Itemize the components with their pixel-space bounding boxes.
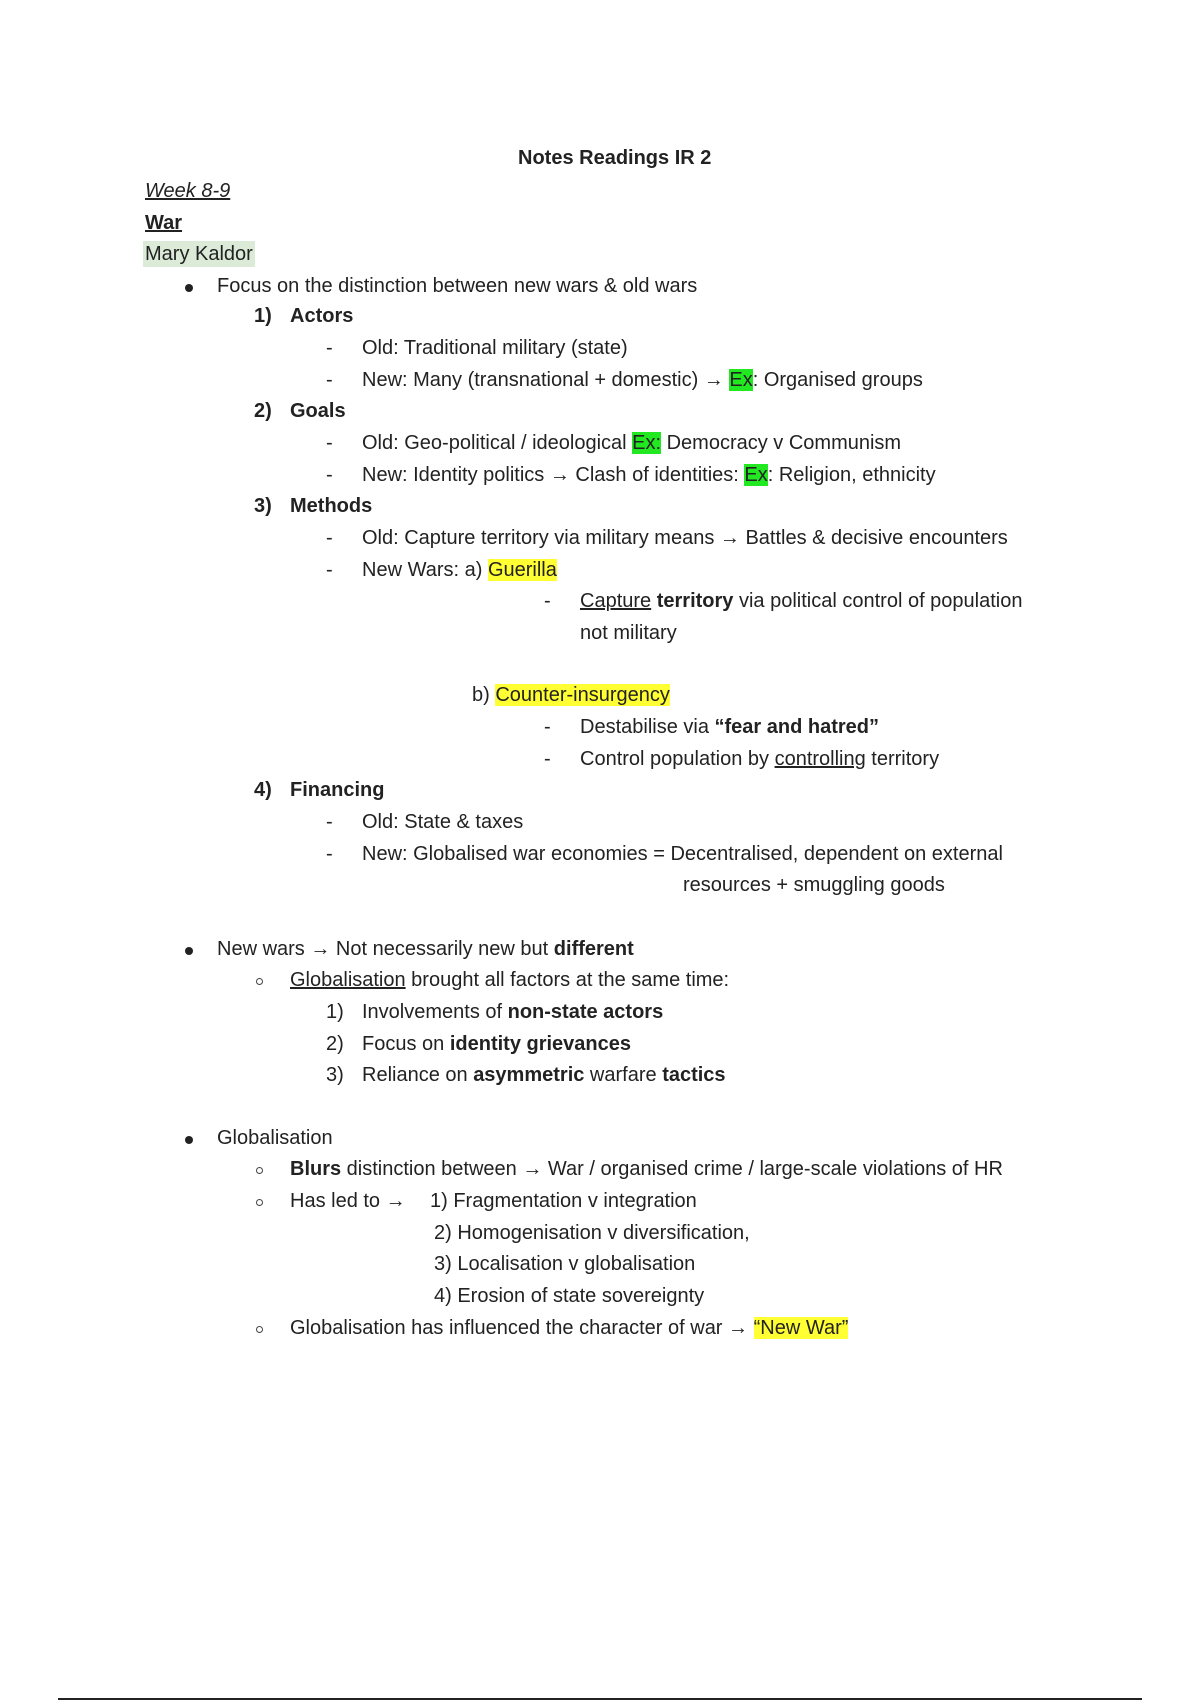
s2-bullet-text: New wars → Not necessarily new but different [217,938,634,960]
s2-item: Involvements of non-state actors [362,1001,664,1023]
bullet-icon [185,284,193,292]
s3-bullet-text: Globalisation [217,1127,333,1149]
counter-insurgency-line: b) Counter-insurgency [472,684,670,706]
actors-heading: Actors [290,305,354,327]
dash-icon: - [544,590,551,612]
dash-icon: - [326,464,333,486]
financing-new: New: Globalised war economies = Decentralised, dependent on external [362,843,1003,865]
methods-num: 3) [254,495,272,517]
author-name: Mary Kaldor [145,243,253,265]
dash-icon: - [544,716,551,738]
dash-icon: - [326,843,333,865]
actors-new: New: Many (transnational + domestic) → Ex: Organised groups [362,369,923,391]
bullet-icon [185,1136,193,1144]
dash-icon: - [326,337,333,359]
dash-icon: - [544,748,551,770]
actors-old: Old: Traditional military (state) [362,337,628,359]
s2-item: Focus on identity grievances [362,1033,632,1055]
goals-old: Old: Geo-political / ideological Ex: Democracy v Communism [362,432,902,454]
dash-icon: - [326,811,333,833]
s3-blurs-text: Blurs distinction between → War / organised crime / large-scale violations of HR [290,1158,1003,1180]
control-text: Control population by controlling territory [580,748,940,770]
counter-highlight: Counter-insurgency [495,684,670,706]
ex-highlight: Ex [729,369,753,391]
methods-new: New Wars: a) Guerilla [362,559,557,581]
s2-item: Reliance on asymmetric warfare tactics [362,1064,726,1086]
ex-highlight: Ex: [632,432,662,454]
led-item: 3) Localisation v globalisation [434,1253,696,1275]
new-war-highlight: “New War” [753,1317,849,1339]
circle-bullet-icon [256,978,263,985]
s2-item-num: 3) [326,1064,344,1086]
capture-text: Capture territory via political control of population [580,590,1023,612]
goals-heading: Goals [290,400,346,422]
financing-num: 4) [254,779,272,801]
ex-highlight: Ex [744,464,768,486]
guerilla-highlight: Guerilla [487,559,557,581]
led-item: 4) Erosion of state sovereignty [434,1285,705,1307]
financing-old: Old: State & taxes [362,811,524,833]
goals-new: New: Identity politics → Clash of identities: Ex: Religion, ethnicity [362,464,936,486]
destabilise-text: Destabilise via “fear and hatred” [580,716,879,738]
page-title: Notes Readings IR 2 [518,147,712,169]
circle-bullet-icon [256,1199,263,1206]
s2-item-num: 2) [326,1033,344,1055]
s2-item-num: 1) [326,1001,344,1023]
s3-led-text: Has led to → [290,1190,406,1212]
financing-new-cont: resources + smuggling goods [683,874,945,896]
methods-heading: Methods [290,495,373,517]
circle-bullet-icon [256,1167,263,1174]
led-item: 1) Fragmentation v integration [430,1190,697,1212]
s1-bullet-text: Focus on the distinction between new wars & old wars [217,275,698,297]
s2-glob-text: Globalisation brought all factors at the same time: [290,969,730,991]
dash-icon: - [326,369,333,391]
goals-num: 2) [254,400,272,422]
s3-influence-text: Globalisation has influenced the character of war → “New War” [290,1317,849,1339]
dash-icon: - [326,559,333,581]
financing-heading: Financing [290,779,385,801]
not-military-text: not military [580,622,677,644]
led-item: 2) Homogenisation v diversification, [434,1222,750,1244]
circle-bullet-icon [256,1326,263,1333]
methods-old: Old: Capture territory via military means → Battles & decisive encounters [362,527,1008,549]
bullet-icon [185,947,193,955]
topic-heading: War [145,212,183,234]
dash-icon: - [326,432,333,454]
actors-num: 1) [254,305,272,327]
dash-icon: - [326,527,333,549]
week-label: Week 8-9 [145,180,231,202]
